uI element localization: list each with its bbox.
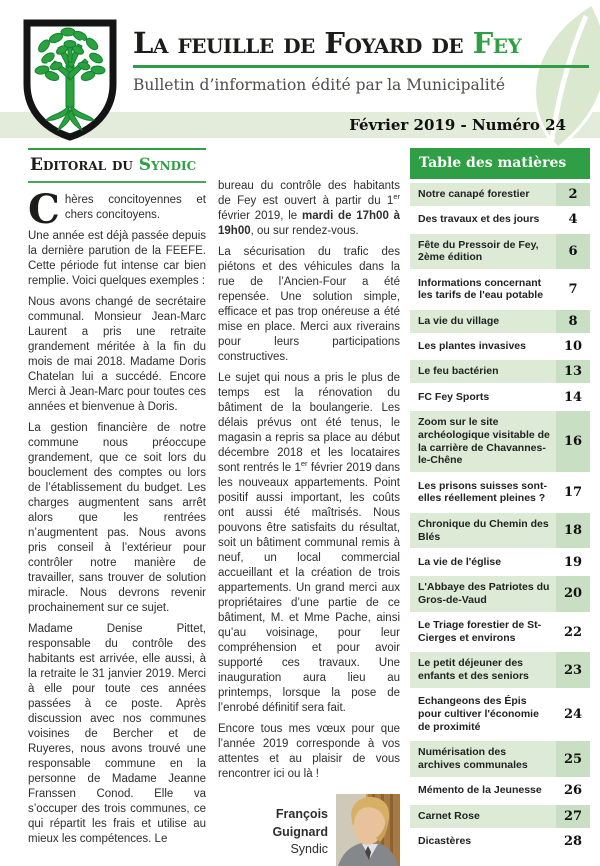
toc-panel [410, 148, 590, 866]
toc-row [410, 513, 590, 549]
toc-item-page: 22 [556, 614, 590, 650]
signature-block [218, 794, 400, 866]
toc-item-label: Zoom sur le site archéologique visitable de la carrière de Chavannes-le-Chêne [410, 411, 556, 472]
editorial-paragraph [218, 371, 400, 716]
portrait-photo [336, 794, 400, 866]
toc-item-page: 17 [556, 475, 590, 511]
toc-row [410, 805, 590, 828]
editorial-heading-accent: Syndic [139, 155, 196, 175]
toc-row [410, 183, 590, 206]
page-title-accent: Fey [473, 26, 522, 60]
toc-row [410, 234, 590, 270]
toc-item-label: Dicastères [410, 830, 556, 853]
editorial-heading [28, 148, 206, 183]
toc-item-label: Carnet Rose [410, 805, 556, 828]
paragraph-text: février 2019 dans les nouveaux appartements. Point positif aussi important, les coûts ont aussi été maîtrisés. Nous pouvons être satisfaits du résultat, soit un bâtiment communal remis à neuf, un local commercial accueillant et la création de trois appartements. Un grand merci aux propriétaires d’une partie de ce bâtiment, M. et Mme Pache, ainsi qu’au voisinage, pour leur compréhension et pour avoir supporté ces travaux. Une inauguration aura lieu au printemps, lorsque la pose de l’enrobé définitif sera fait. [218, 462, 400, 714]
editorial-paragraph: Une année est déjà passée depuis la dernière parution de la FEEFE. Cette période fut intense car bien remplie. Voici quelques exemples : [28, 229, 206, 289]
toc-row [410, 335, 590, 358]
toc-item-page: 10 [556, 335, 590, 358]
toc-item-page: 14 [556, 386, 590, 409]
issue-date: Février 2019 - Numéro 24 [349, 116, 566, 134]
toc-item-page: 7 [556, 272, 590, 308]
toc-row [410, 576, 590, 612]
paragraph-text: bureau du contrôle des habitants de Fey est ouvert à partir du 1 [218, 180, 400, 207]
signature [218, 805, 336, 866]
editorial-paragraph: Nous avons changé de secrétaire communal. Monsieur Jean-Marc Laurent a pris une retraite grandement méritée à la fin du mois de mai 2018. Madame Doris Chatelan lui a succédé. Encore Merci à Jean-Marc pour toutes ces années et bienvenue à Doris. [28, 295, 206, 415]
toc-item-label: Fête du Pressoir de Fey, 2ème édition [410, 234, 556, 270]
dropcap: C [28, 193, 65, 225]
toc-list [410, 183, 590, 853]
toc-item-page: 19 [556, 551, 590, 574]
toc-row [410, 551, 590, 574]
paragraph-text: hères concitoyennes et chers concitoyens. [65, 194, 206, 221]
toc-item-page: 4 [556, 208, 590, 231]
toc-item-page: 16 [556, 411, 590, 472]
toc-row [410, 779, 590, 802]
editorial-heading-main: Editoral du [30, 155, 139, 175]
toc-row [410, 690, 590, 738]
paragraph-text: , ou sur rendez-vous. [251, 225, 359, 237]
ordinal-superscript: er [393, 192, 400, 201]
toc-row [410, 830, 590, 853]
toc-item-page: 23 [556, 652, 590, 688]
toc-row [410, 208, 590, 231]
toc-item-label: Le petit déjeuner des enfants et des seniors [410, 652, 556, 688]
toc-item-page: 28 [556, 830, 590, 853]
toc-item-label: Informations concernant les tarifs de l'eau potable [410, 272, 556, 308]
toc-item-label: Notre canapé forestier [410, 183, 556, 206]
editorial-paragraph: Madame Denise Pittet, responsable du contrôle des habitants est arrivée, elle aussi, à la retraite le 31 janvier 2019. Merci à elle pour toute ces années passées à ce poste. Après discussion avec nos communes voisines de Bercher et de Ruyeres, nous avons trouvé une responsable commune en la personne de Madame Jeanne Franssen Conod. Elle va s’occuper des trois communes, ce qui répartit les frais et utilise au mieux les compétences. Le [28, 622, 206, 847]
paragraph-text: Le sujet qui nous a pris le plus de temps est la rénovation du bâtiment de la boulangerie. Les délais prévus ont été tenus, le magasin a repris sa place au début décembre 2018 et les locataires sont rentrés le 1 [218, 372, 400, 474]
toc-item-label: Le Triage forestier de St-Cierges et environs [410, 614, 556, 650]
toc-item-page: 18 [556, 513, 590, 549]
toc-item-label: Les prisons suisses sont-elles réellement pleines ? [410, 475, 556, 511]
toc-item-label: Echangeons des Épis pour cultiver l'économie de proximité [410, 690, 556, 738]
toc-row [410, 386, 590, 409]
toc-item-page: 20 [556, 576, 590, 612]
toc-item-label: L'Abbaye des Patriotes du Gros-de-Vaud [410, 576, 556, 612]
signature-role: Syndic [218, 842, 328, 856]
toc-item-page: 13 [556, 360, 590, 383]
toc-item-page: 25 [556, 741, 590, 777]
editorial-paragraph [218, 179, 400, 239]
toc-item-label: Le feu bactérien [410, 360, 556, 383]
paragraph-text: février 2019, le [218, 210, 302, 222]
subtitle: Bulletin d’information édité par la Municipalité [133, 76, 589, 94]
toc-row [410, 272, 590, 308]
opening-hours-bold: mardi de 17h00 à 19h00 [218, 210, 400, 237]
page-title-main: La feuille de Foyard de [133, 26, 473, 60]
toc-item-label: La vie du village [410, 310, 556, 333]
toc-title: Table des matières [410, 148, 590, 179]
toc-item-page: 6 [556, 234, 590, 270]
toc-item-label: FC Fey Sports [410, 386, 556, 409]
toc-item-page: 8 [556, 310, 590, 333]
toc-row [410, 360, 590, 383]
toc-row [410, 614, 590, 650]
toc-item-page: 26 [556, 779, 590, 802]
toc-item-page: 27 [556, 805, 590, 828]
toc-item-label: Numérisation des archives communales [410, 741, 556, 777]
ordinal-superscript: er [301, 459, 308, 468]
toc-row [410, 475, 590, 511]
toc-item-label: Des travaux et des jours [410, 208, 556, 231]
toc-item-label: Mémento de la Jeunesse [410, 779, 556, 802]
editorial-paragraph: Encore tous mes vœux pour que l’année 2019 corresponde à vos attentes et au plaisir de vous rencontrer ici ou là ! [218, 722, 400, 782]
toc-item-page: 2 [556, 183, 590, 206]
fey-tree-shield-icon [22, 18, 118, 142]
toc-row [410, 741, 590, 777]
toc-row [410, 652, 590, 688]
toc-item-label: La vie de l'église [410, 551, 556, 574]
editorial-paragraph [28, 193, 206, 223]
content-area [28, 148, 590, 866]
page-title [133, 26, 589, 60]
editorial-paragraph: La gestion financière de notre commune nous préoccupe grandement, que ce soit lors du bouclement des comptes ou lors de l’établissement du budget. Les charges augmentent sans arrêt alors que les rentrées n’augmentent pas. Nous avons pris conseil à l’extérieur pour contrôler notre manière de travailler, sans trouver de solution miracle. Nous devrons revenir prochainement sur ce sujet. [28, 421, 206, 616]
toc-row [410, 310, 590, 333]
toc-item-page: 24 [556, 690, 590, 738]
signature-name: François Guignard [218, 805, 328, 843]
title-rule [133, 65, 589, 68]
editorial-column-1 [28, 148, 206, 866]
editorial-column-2 [218, 148, 400, 866]
toc-row [410, 411, 590, 472]
masthead [133, 26, 589, 94]
toc-item-label: Chronique du Chemin des Blés [410, 513, 556, 549]
editorial-paragraph: La sécurisation du trafic des piétons et des véhicules dans la rue de l’Ancien-Four a été repensée. Une solution simple, efficace et pas trop onéreuse a été mise en place. Merci aux riverains pour leurs participations constructives. [218, 245, 400, 365]
toc-item-label: Les plantes invasives [410, 335, 556, 358]
